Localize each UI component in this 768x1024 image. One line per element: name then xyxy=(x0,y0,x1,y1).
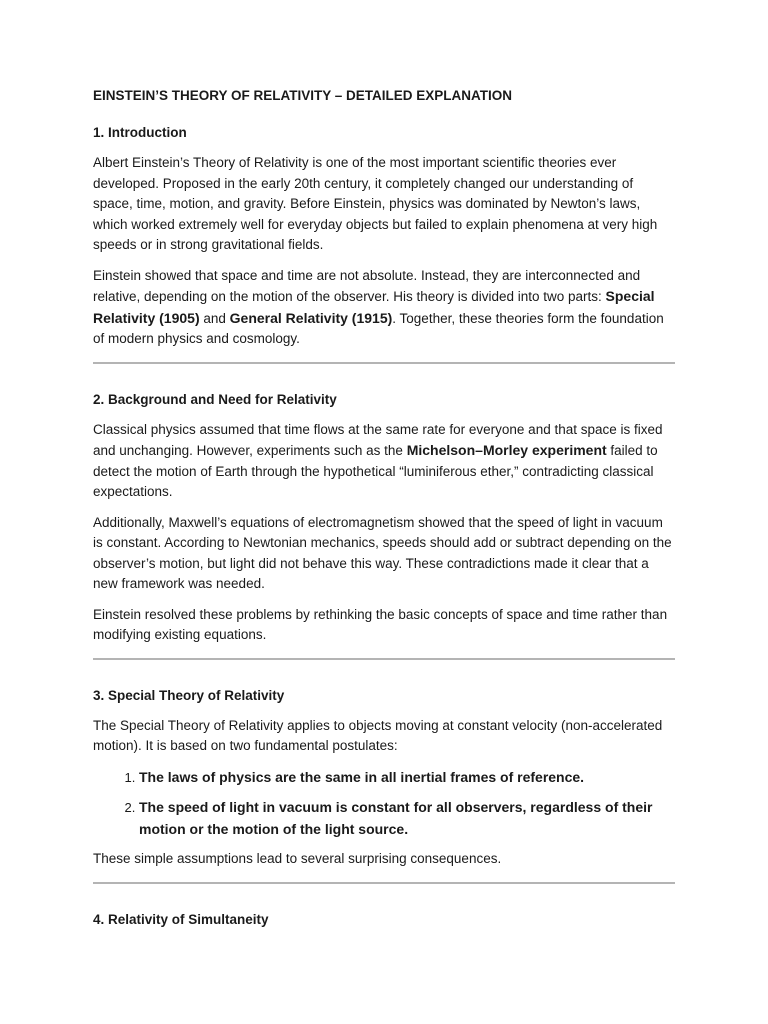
section-divider xyxy=(93,882,675,884)
section-divider xyxy=(93,658,675,660)
text-run: and xyxy=(199,310,230,326)
bold-term-special-relativity: Special Relativity (1905) xyxy=(93,288,655,326)
paragraph xyxy=(93,266,675,350)
paragraph: Albert Einstein’s Theory of Relativity is one of the most important scientific theories ever developed. Proposed in the early 20th century, it completely changed our understanding of space, time, motion, and gravity. Before Einstein, physics was dominated by Newton’s laws, which worked extremely well for everyday objects but failed to explain phenomena at very high speeds or in strong gravitational fields. xyxy=(93,155,658,252)
section-heading-special-relativity: 3. Special Theory of Relativity xyxy=(93,687,285,703)
section-heading-introduction: 1. Introduction xyxy=(93,125,187,140)
paragraph: Additionally, Maxwell’s equations of electromagnetism showed that the speed of light in vacuum is constant. According to Newtonian mechanics, speeds should add or subtract depending on the observer’s motion, but light did not behave this way. These contradictions made it clear that a new framework was needed. xyxy=(93,514,672,591)
paragraph: The Special Theory of Relativity applies to objects moving at constant velocity (non-accelerated motion). It is based on two fundamental postulates: xyxy=(93,717,663,753)
text-run: . Together, these theories form the foundation of modern physics and cosmology. xyxy=(93,310,664,346)
paragraph: These simple assumptions lead to several surprising consequences. xyxy=(93,851,502,866)
section-heading-simultaneity: 4. Relativity of Simultaneity xyxy=(93,911,269,927)
text-run: Einstein showed that space and time are not absolute. Instead, they are interconnected and relative, depending on the motion of the observer. His theory is divided into two parts: xyxy=(93,267,641,304)
text-run: Classical physics assumed that time flows at the same rate for everyone and that space is fixed and unchanging. However, experiments such as the xyxy=(93,421,663,458)
list-item xyxy=(139,797,675,840)
postulates-list xyxy=(93,767,675,841)
list-item xyxy=(139,767,675,789)
postulate-text: The laws of physics are the same in all inertial frames of reference. xyxy=(139,768,585,785)
section-divider xyxy=(93,362,675,364)
bold-term-michelson-morley: Michelson–Morley experiment xyxy=(406,442,607,458)
section-heading-background: 2. Background and Need for Relativity xyxy=(93,391,337,407)
paragraph: Einstein resolved these problems by rethinking the basic concepts of space and time rather than modifying existing equations. xyxy=(93,606,668,642)
postulate-text: The speed of light in vacuum is constant for all observers, regardless of their motion or the motion of the light source. xyxy=(139,799,653,837)
document-title: EINSTEIN’S THEORY OF RELATIVITY – DETAILED EXPLANATION xyxy=(93,88,513,103)
paragraph xyxy=(93,420,675,503)
bold-term-general-relativity: General Relativity (1915) xyxy=(229,309,393,326)
text-run: failed to detect the motion of Earth through the hypothetical “luminiferous ether,” contradicting classical expectations. xyxy=(93,443,658,499)
